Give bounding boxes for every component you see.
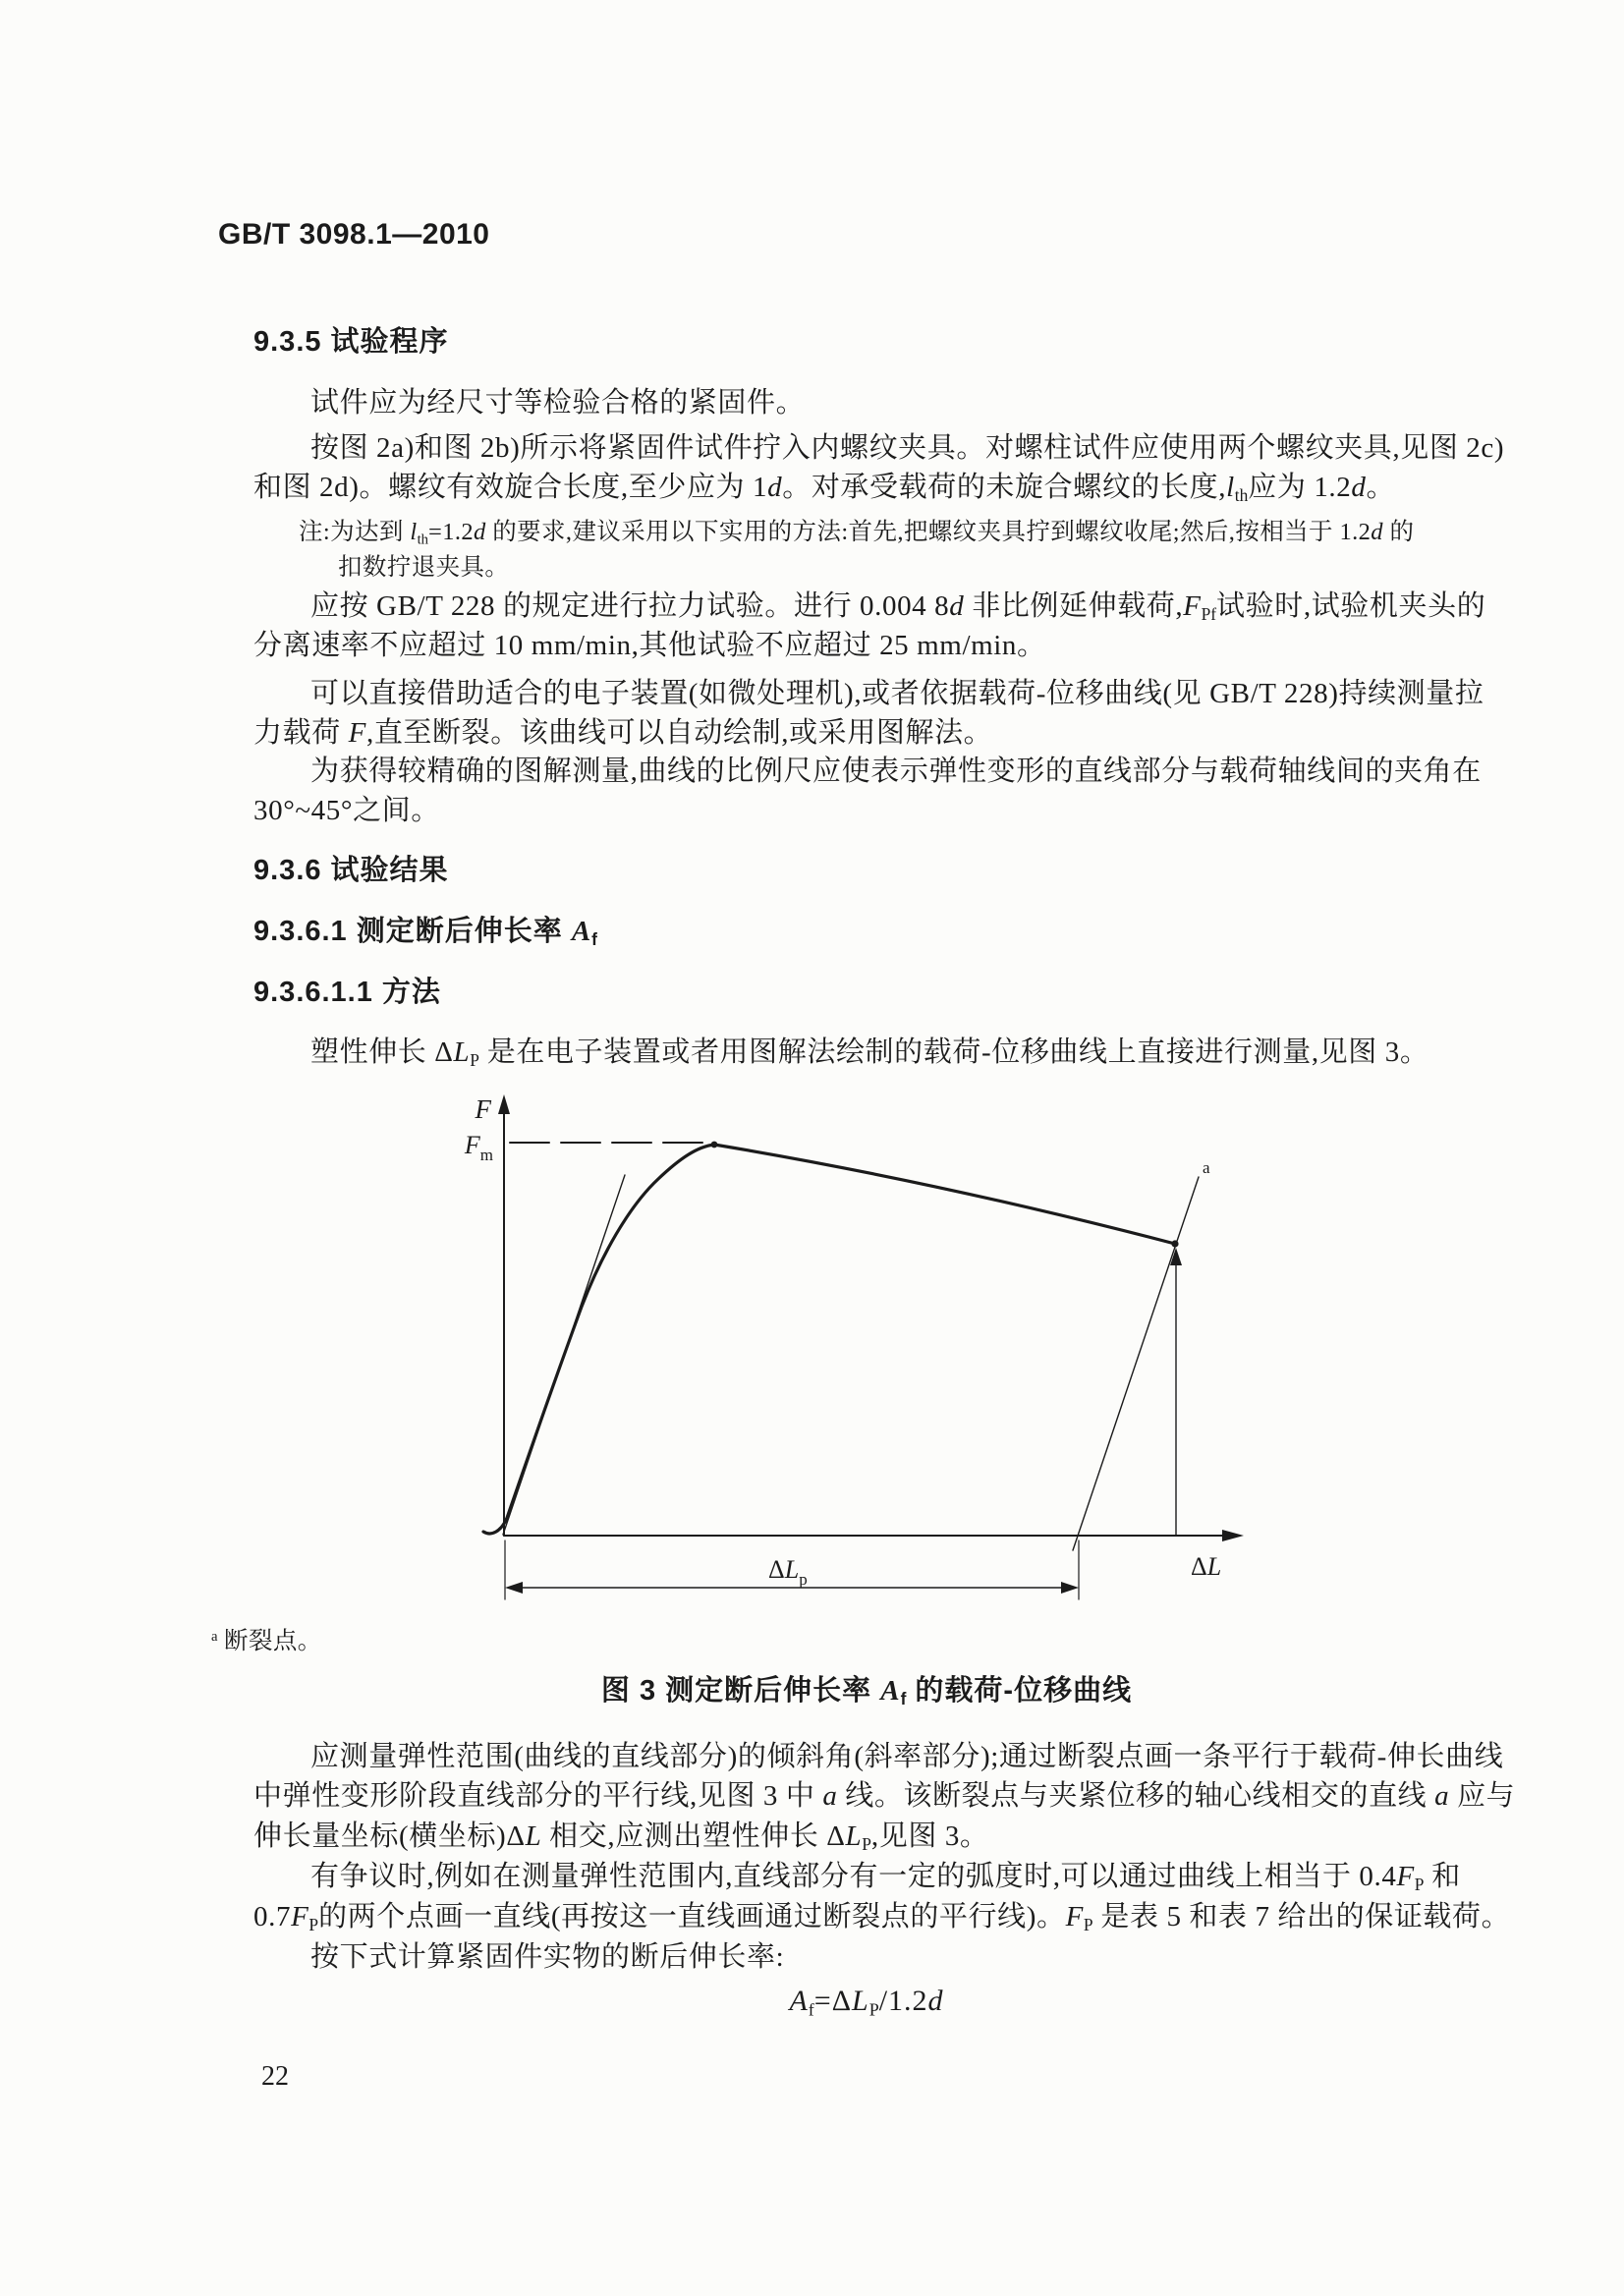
paragraph-line: 为获得较精确的图解测量,曲线的比例尺应使表示弹性变形的直线部分与载荷轴线间的夹角在	[310, 756, 1482, 787]
paragraph-line: 试件应为经尺寸等检验合格的紧固件。	[310, 387, 806, 419]
y-axis-label: F	[475, 1094, 491, 1124]
paragraph-line: 按图 2a)和图 2b)所示将紧固件试件拧入内螺纹夹具。对螺柱试件应使用两个螺纹夹具,见图 2c)	[310, 432, 1505, 464]
paragraph-line: 伸长量坐标(横坐标)ΔL 相交,应测出塑性伸长 ΔLP,见图 3。	[253, 1820, 989, 1855]
paragraph-line: 按下式计算紧固件实物的断后伸长率:	[310, 1941, 785, 1973]
x-axis-arrowhead	[1222, 1530, 1244, 1541]
paragraph-line: 分离速率不应超过 10 mm/min,其他试验不应超过 25 mm/min。	[253, 630, 1046, 661]
paragraph-line: 0.7FP的两个点画一直线(再按这一直线画通过断裂点的平行线)。FP 是表 5 和表 7 给出的保证载荷。	[253, 1901, 1511, 1935]
delta-lp-label: $\Delta L_p$	[768, 1555, 808, 1589]
fracture-point	[1171, 1240, 1178, 1247]
dim-arrowhead-left	[505, 1582, 523, 1594]
paragraph-line: 和图 2d)。螺纹有效旋合长度,至少应为 1d。对承受载荷的未旋合螺纹的长度,lth应为 1.2d。	[253, 472, 1396, 506]
load-displacement-curve	[483, 1145, 1175, 1534]
page-number: 22	[261, 2061, 289, 2092]
figure-footnote: $^a$ 断裂点。	[211, 1628, 322, 1655]
section-heading-9-3-6-1-1: 9.3.6.1.1 方法	[253, 977, 441, 1008]
paragraph-line: 可以直接借助适合的电子装置(如微处理机),或者依据载荷-位移曲线(见 GB/T 228)持续测量拉	[310, 678, 1484, 709]
figure-load-displacement-curve	[432, 1081, 1297, 1611]
dim-arrowhead-right	[1061, 1582, 1079, 1594]
elongation-formula: Af=ΔLP/1.2d	[789, 1985, 944, 2020]
paragraph-line: 应测量弹性范围(曲线的直线部分)的倾斜角(斜率部分);通过断裂点画一条平行于载荷-伸长曲线	[310, 1741, 1504, 1772]
y-axis-arrowhead	[498, 1094, 510, 1114]
paragraph-line: 应按 GB/T 228 的规定进行拉力试验。进行 0.004 8d 非比例延伸载荷,FPf试验时,试验机夹头的	[310, 590, 1486, 625]
section-heading-9-3-6-1: 9.3.6.1 测定断后伸长率 Af	[253, 916, 597, 950]
document-header: GB/T 3098.1—2010	[218, 218, 490, 251]
max-load-point	[711, 1142, 718, 1148]
note-line: 扣数拧退夹具。	[338, 554, 510, 581]
figure-caption: 图 3 测定断后伸长率 Af 的载荷-位移曲线	[600, 1675, 1133, 1709]
note-line: 注:为达到 lth=1.2d 的要求,建议采用以下实用的方法:首先,把螺纹夹具拧到螺纹收尾;然后,按相当于 1.2d 的	[299, 519, 1415, 548]
paragraph-line: 力载荷 F,直至断裂。该曲线可以自动绘制,或采用图解法。	[253, 717, 993, 749]
x-axis-label: ΔL	[1191, 1552, 1222, 1581]
section-heading-9-3-6: 9.3.6 试验结果	[253, 855, 449, 886]
paragraph-line: 中弹性变形阶段直线部分的平行线,见图 3 中 a 线。该断裂点与夹紧位移的轴心线相交的直线 a 应与	[253, 1780, 1516, 1812]
paragraph-line: 有争议时,例如在测量弹性范围内,直线部分有一定的弧度时,可以通过曲线上相当于 0.4FP 和	[310, 1861, 1461, 1895]
fracture-point-marker-label: a	[1203, 1158, 1210, 1177]
fm-label: $F_m$	[464, 1131, 493, 1164]
paragraph-line: 塑性伸长 ΔLP 是在电子装置或者用图解法绘制的载荷-位移曲线上直接进行测量,见图 3。	[310, 1036, 1429, 1071]
section-heading-9-3-5: 9.3.5 试验程序	[253, 326, 449, 358]
paragraph-line: 30°~45°之间。	[253, 795, 440, 826]
